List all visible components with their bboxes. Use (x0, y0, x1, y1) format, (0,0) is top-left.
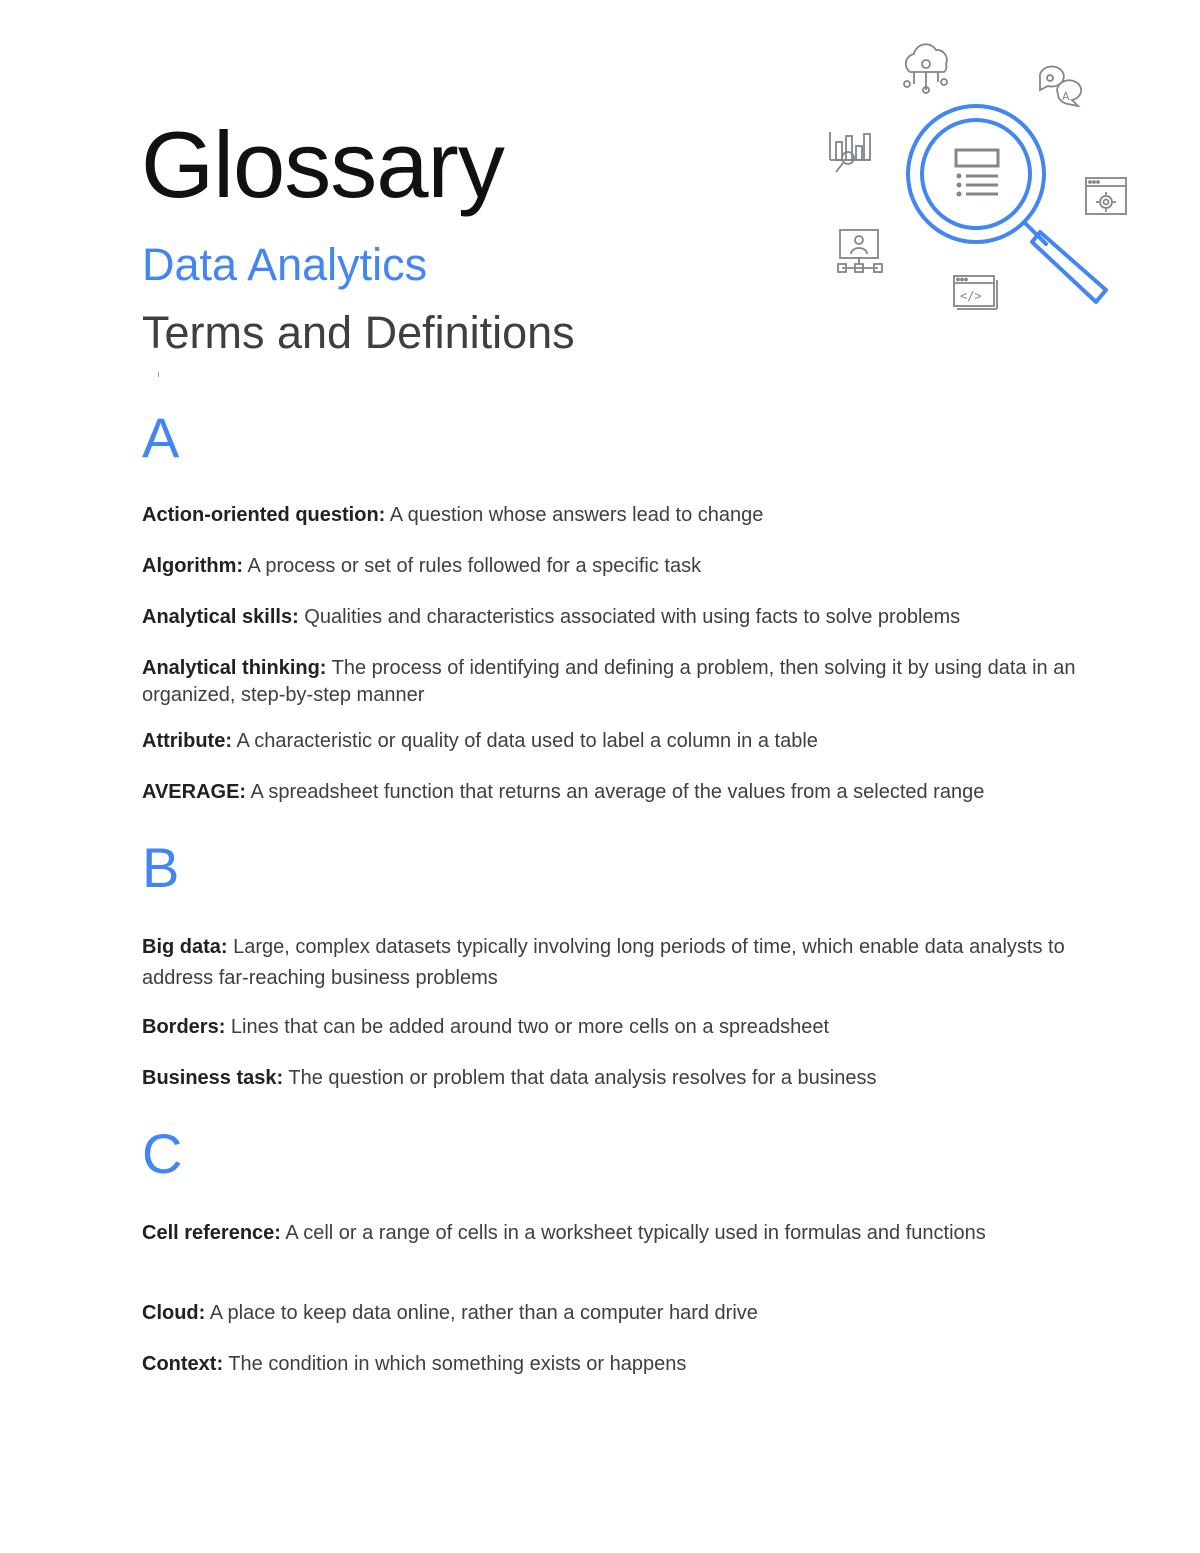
entry-definition: Qualities and characteristics associated with using facts to solve problems (298, 606, 961, 628)
code-window-icon (954, 276, 997, 309)
entry-definition: The question or problem that data analysis resolves for a business (283, 1067, 877, 1089)
entry-term: Analytical skills: (142, 606, 299, 628)
svg-text:A: A (1062, 90, 1070, 103)
entry-definition: The process of identifying and defining a problem, then solving it by using data in an organized, step-by-step manner (142, 657, 1076, 706)
chat-question-answer-icon (1040, 67, 1081, 106)
section-letter: B (142, 836, 180, 899)
magnifying-glass-list-icon (908, 106, 1106, 302)
entry-term: Algorithm: (142, 555, 244, 577)
entry-term: Analytical thinking: (142, 657, 327, 679)
entry-definition: A spreadsheet function that returns an average of the values from a selected range (246, 781, 985, 803)
entry-definition: A question whose answers lead to change (385, 504, 764, 526)
entry-term: Big data: (142, 936, 228, 958)
entry-term: Cloud: (142, 1302, 206, 1324)
glossary-entry (142, 779, 1082, 806)
entry-definition: Large, complex datasets typically involving long periods of time, which enable data analysts to address far-reaching business problems (142, 936, 1065, 989)
section-letter: A (142, 406, 180, 469)
entry-term: Business task: (142, 1067, 284, 1089)
entry-definition: The condition in which something exists or happens (223, 1353, 687, 1375)
glossary-entry (142, 1300, 1082, 1327)
entry-definition: Lines that can be added around two or more cells on a spreadsheet (225, 1016, 830, 1038)
glossary-entry (142, 932, 1082, 994)
glossary-entry (142, 1014, 1082, 1041)
entry-term: Cell reference: (142, 1222, 281, 1244)
glossary-entry (142, 1065, 1082, 1092)
page-subtitle-secondary: Terms and Definitions (142, 307, 575, 358)
cloud-network-icon (904, 44, 947, 93)
entry-definition: A cell or a range of cells in a worksheet typically used in formulas and functions (280, 1222, 986, 1244)
section-a (142, 406, 1082, 803)
entry-term: Attribute: (142, 730, 232, 752)
glossary-entry (142, 655, 1082, 709)
section-b (142, 836, 1082, 1089)
decorative-tick (158, 372, 159, 377)
hero-illustration (820, 40, 1140, 330)
page-title: Glossary (141, 112, 504, 217)
glossary-entry (142, 604, 1082, 631)
section-letter: C (142, 1122, 183, 1185)
glossary-entry (142, 553, 1082, 580)
settings-window-icon (1086, 178, 1126, 214)
entry-term: Action-oriented question: (142, 504, 386, 526)
section-c (142, 1122, 1082, 1375)
user-org-chart-icon (838, 230, 882, 272)
glossary-entry (142, 1218, 1002, 1249)
entry-definition: A process or set of rules followed for a specific task (243, 555, 702, 577)
entry-definition: A characteristic or quality of data used to label a column in a table (231, 730, 818, 752)
bar-chart-magnifier-icon (830, 132, 870, 172)
page-subtitle: Data Analytics (142, 239, 428, 290)
entry-term: AVERAGE: (142, 781, 247, 803)
glossary-entry (142, 728, 1082, 755)
glossary-entry (142, 1351, 1082, 1378)
entry-term: Context: (142, 1353, 224, 1375)
entry-term: Borders: (142, 1016, 226, 1038)
entry-definition: A place to keep data online, rather than a computer hard drive (205, 1302, 758, 1324)
glossary-entry (142, 502, 1082, 529)
code-window-label: </> (960, 289, 982, 303)
